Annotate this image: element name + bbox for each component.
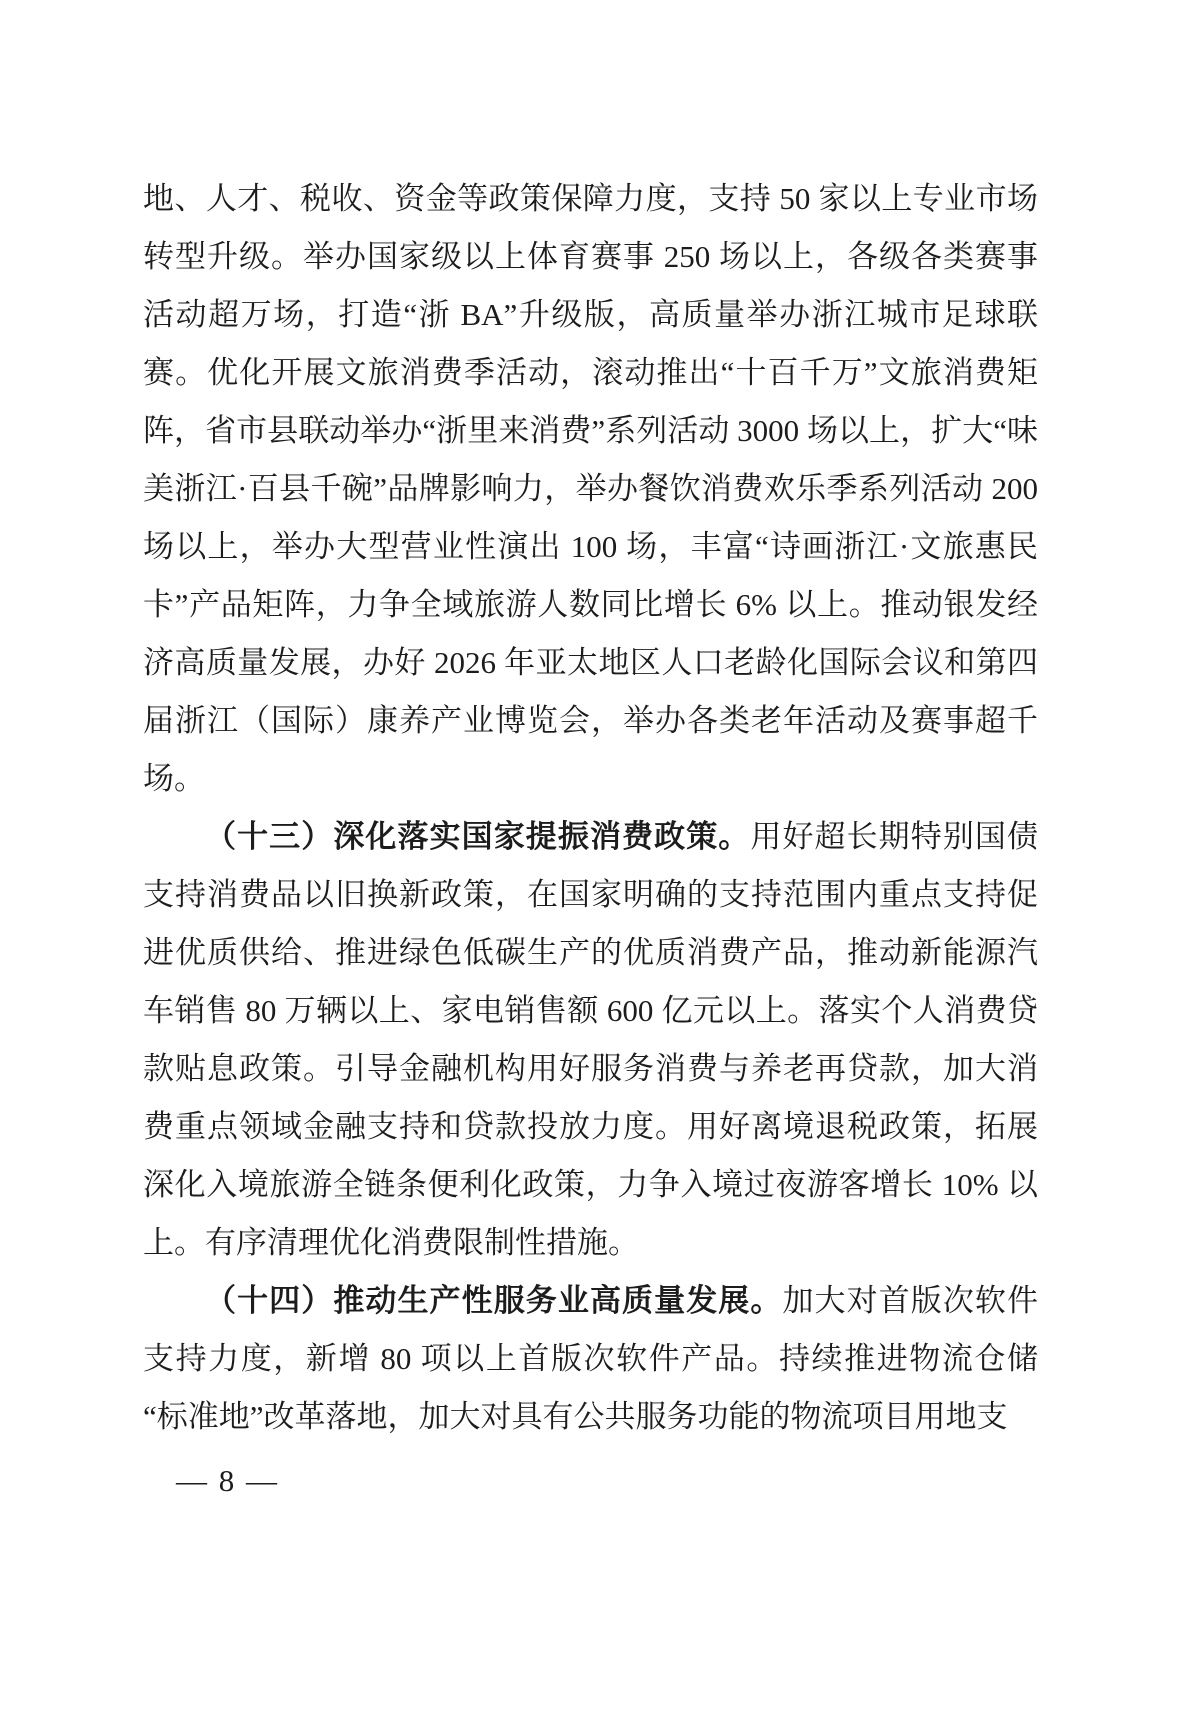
document-body [143, 170, 1038, 1446]
body-text: 地、人才、税收、资金等政策保障力度，支持 50 家以上专业市场转型升级。举办国家级以上体育赛事 250 场以上，各级各类赛事活动超万场，打造“浙 BA”升级版，高质量举办浙江城市足球联赛。优化开展文旅消费季活动，滚动推出“十百千万”文旅消费矩阵，省市县联动举办“浙里来消费”系列活动 3000 场以上，扩大“味美浙江·百县千碗”品牌影响力，举办餐饮消费欢乐季系列活动 200 场以上，举办大型营业性演出 100 场，丰富“诗画浙江·文旅惠民卡”产品矩阵，力争全域旅游人数同比增长 6% 以上。推动银发经济高质量发展，办好 2026 年亚太地区人口老龄化国际会议和第四届浙江（国际）康养产业博览会，举办各类老年活动及赛事超千场。 [143, 181, 1039, 796]
paragraph [143, 808, 1038, 1272]
page-number: — 8 — [176, 1463, 279, 1498]
section-heading: （十三）深化落实国家提振消费政策。 [205, 819, 751, 854]
paragraph [143, 170, 1038, 808]
section-heading: （十四）推动生产性服务业高质量发展。 [205, 1283, 783, 1318]
body-text: 用好超长期特别国债支持消费品以旧换新政策，在国家明确的支持范围内重点支持促进优质供给、推进绿色低碳生产的优质消费产品，推动新能源汽车销售 80 万辆以上、家电销售额 600 亿元以上。落实个人消费贷款贴息政策。引导金融机构用好服务消费与养老再贷款，加大消费重点领域金融支持和贷款投放力度。用好离境退税政策，拓展深化入境旅游全链条便利化政策，力争入境过夜游客增长 10% 以上。有序清理优化消费限制性措施。 [143, 819, 1038, 1260]
body-text: 加大对首版次软件支持力度，新增 80 项以上首版次软件产品。持续推进物流仓储“标准地”改革落地，加大对具有公共服务功能的物流项目用地支 [143, 1283, 1039, 1434]
paragraph [143, 1272, 1038, 1446]
